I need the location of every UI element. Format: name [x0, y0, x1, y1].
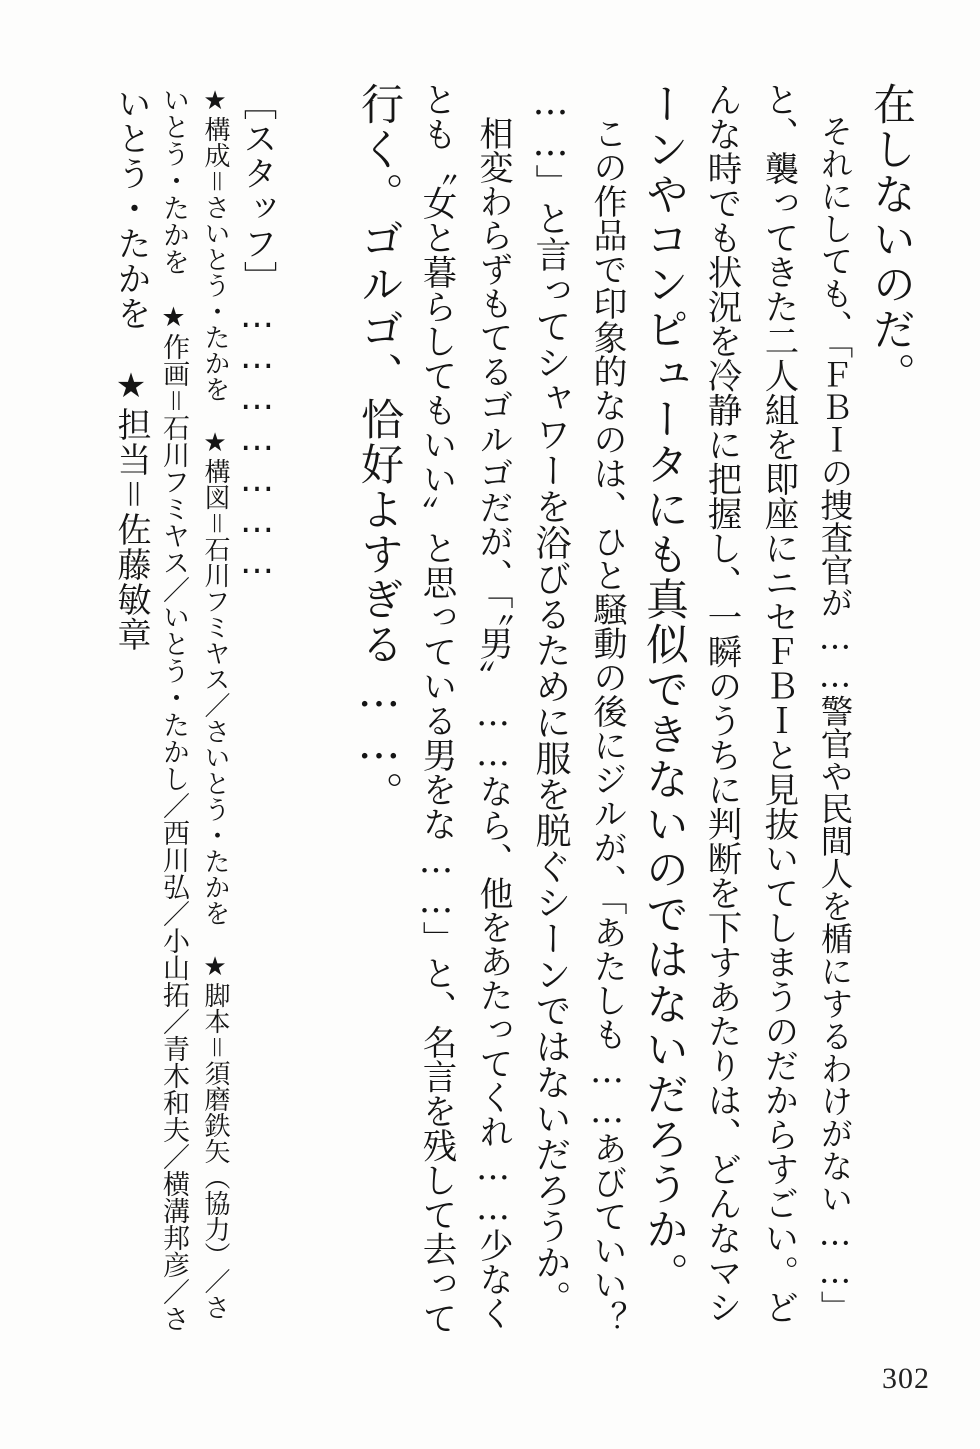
- staff-credits-line-1: ★構成＝さいとう・たかを ★構図＝石川フミヤス／さいとう・たかを ★脚本＝須磨鉄矢（協力）／さ: [200, 86, 230, 1320]
- body-text-column-10: 行く。ゴルゴ、恰好よすぎる……。: [354, 82, 404, 816]
- body-text-column-4: んな時でも状況を冷静に把握し、一瞬のうちに判断を下すあたりは、どんなマシ: [701, 82, 741, 1324]
- body-text-column-6: この作品で印象的なのは、ひと騒動の後にジルが、「あたしも……あびていい？: [587, 82, 627, 1335]
- body-text-column-8: 相変わらずもてるゴルゴだが、「〝男〟……なら、他をあたってくれ……少なく: [473, 82, 513, 1330]
- body-text-column-2: それにしても、「ＦＢＩの捜査官が……警官や民間人を楯にするわけがない……」: [816, 82, 854, 1323]
- body-text-column-5: ーンやコンピュータにも真似できないのではないだろうか。: [639, 82, 689, 1297]
- body-text-column-9: とも〝女と暮らしてもいい〟と思っている男をな……」と、名言を残して去って: [416, 82, 456, 1335]
- staff-credits-line-2: いとう・たかを ★作画＝石川フミヤス／いとう・たかし／西川弘／小山拓／青木和夫／横溝邦彦／さ: [158, 86, 189, 1332]
- staff-credits-line-3: いとう・たかを ★担当＝佐藤敏章: [111, 86, 151, 652]
- body-text-column-7: ……」と言ってシャワーを浴びるために服を脱ぐシーンではないだろうか。: [530, 82, 571, 1316]
- staff-heading: ［スタッフ］…………………: [237, 86, 277, 583]
- body-text-column-3: と、襲ってきた二人組を即座にニセＦＢＩと見抜いてしまうのだからすごい。ど: [758, 82, 798, 1324]
- page-number: 302: [882, 1362, 930, 1395]
- body-text-column-1: 在しないのだ。: [866, 82, 916, 397]
